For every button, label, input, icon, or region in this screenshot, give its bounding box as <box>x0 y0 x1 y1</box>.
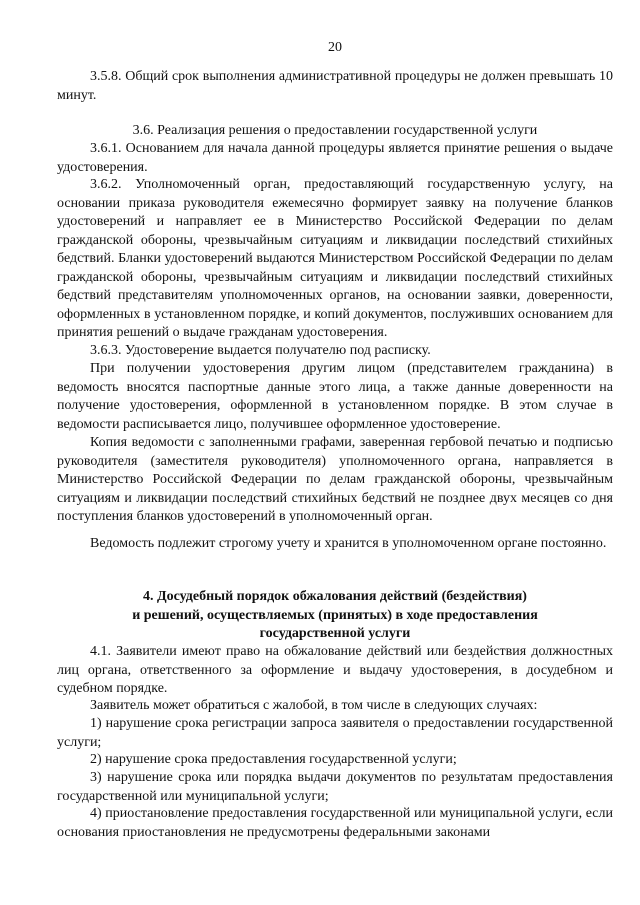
section-4-heading-line-3: государственной услуги <box>259 626 411 641</box>
paragraph-other-person: При получении удостоверения другим лицом (представителем гражданина) в ведомость вносятся паспортные данные этого лица, а также данные доверенности на получение удостоверения, оформленной в установленном порядке. В этом случае в ведомости расписывается лицо, получившее оформленное удостоверение. <box>57 361 613 432</box>
paragraph-4-1: 4.1. Заявители имеют право на обжалование действий или бездействия должностных лиц органа, ответственного за оформление и выдачу удостоверения, в досудебном и судебном порядке. <box>57 644 613 696</box>
paragraph-register-storage: Ведомость подлежит строгому учету и хранится в уполномоченном органе постоянно. <box>90 536 607 551</box>
paragraph-3-5-8: 3.5.8. Общий срок выполнения административной процедуры не должен превышать 10 минут. <box>57 69 613 103</box>
page-number: 20 <box>328 40 342 55</box>
complaint-case-2: 2) нарушение срока предоставления государственной услуги; <box>90 752 457 767</box>
section-4-heading <box>57 588 613 644</box>
paragraph-copy-of-register: Копия ведомости с заполненными графами, заверенная гербовой печатью и подписью руководителя (заместителя руководителя) уполномоченного органа, направляется в Министерство Российской Федерации по делам гражданской обороны, чрезвычайным ситуациям и ликвидации последствий стихийных бедствий не позднее двух месяцев со дня поступления бланков удостоверений в уполномоченный орган. <box>57 435 613 524</box>
complaint-case-3: 3) нарушение срока или порядка выдачи документов по результатам предоставления государственной или муниципальной услуги; <box>57 770 613 804</box>
section-3-6-heading: 3.6. Реализация решения о предоставлении государственной услуги <box>132 123 538 138</box>
complaint-case-4: 4) приостановление предоставления государственной или муниципальной услуги, если основания приостановления не предусмотрены федеральными законами <box>57 806 613 840</box>
paragraph-3-6-1: 3.6.1. Основанием для начала данной процедуры является принятие решения о выдаче удостоверения. <box>57 141 613 175</box>
section-4-heading-line-2: и решений, осуществляемых (принятых) в ходе предоставления <box>132 607 538 623</box>
section-4-heading-line-1: 4. Досудебный порядок обжалования действий (бездействия) <box>143 589 527 604</box>
paragraph-3-6-3: 3.6.3. Удостоверение выдается получателю под расписку. <box>90 343 431 358</box>
complaint-case-1: 1) нарушение срока регистрации запроса заявителя о предоставлении государственной услуги; <box>57 716 613 750</box>
paragraph-3-6-2: 3.6.2. Уполномоченный орган, предоставляющий государственную услугу, на основании приказа руководителя ежемесячно формирует заявку на получение бланков удостоверений и направляет ее в Министерство Российской Федерации по делам гражданской обороны, чрезвычайным ситуациям и ликвидации последствий стихийных бедствий. Бланки удостоверений выдаются Министерством Российской Федерации по делам гражданской обороны, чрезвычайным ситуациям и ликвидации последствий стихийных бедствий представителям уполномоченных органов, на основании заявки, доверенности, оформленных в установленном порядке, и копий документов, послуживших основанием для принятия решений о выдаче гражданам удостоверения. <box>57 177 613 340</box>
paragraph-complaint-cases: Заявитель может обратиться с жалобой, в том числе в следующих случаях: <box>90 698 538 713</box>
